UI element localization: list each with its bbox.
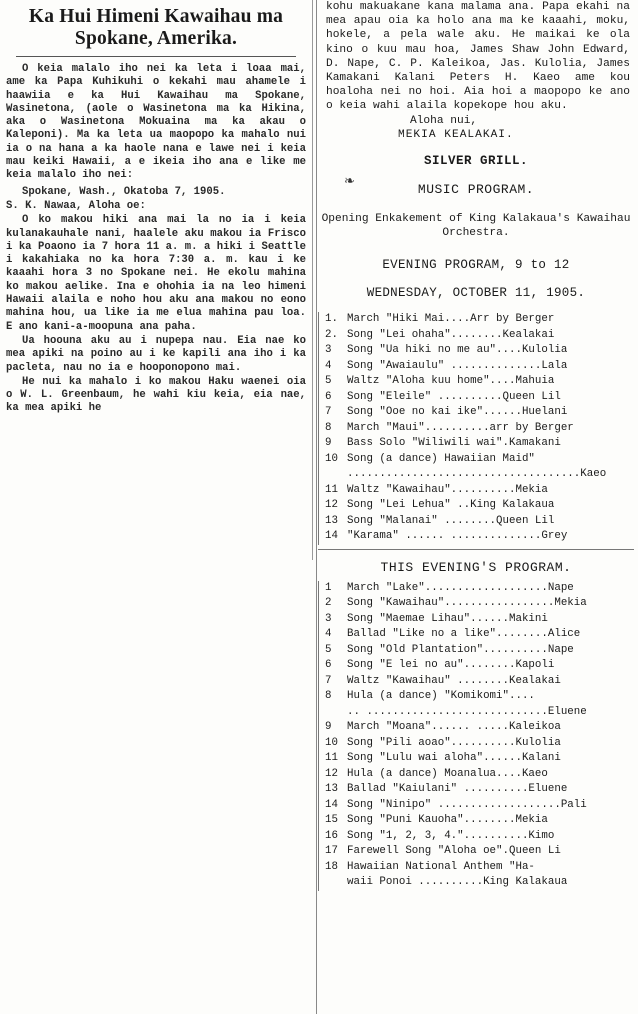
program-item-text: Song "Lei ohaha"........Kealakai xyxy=(347,328,555,341)
program-item-text: Song "E lei no au"........Kapoli xyxy=(347,659,555,672)
program-item xyxy=(321,312,634,328)
program-item-text: Song "Ooe no kai ike"......Huelani xyxy=(347,406,568,419)
program-item-number xyxy=(321,875,347,891)
letter-closing: Aloha nui, xyxy=(410,114,478,127)
intro-paragraph: O keia malalo iho nei ka leta i loaa mai, ame ka Papa Kuhikuhi o kekahi mau ahamele i haawiia e ka Hui Kawaihau ma Spokane, Wasinetona, (aole o Wasinetona ma ka Hikina, aka o Wasinetona Mokuaina ma ka akau o Kaleponi). Ma ka leta ua maopopo ka mahalo nui ia o na hana a ka haole nana e lawe nei i keia mau keiki Hawaii, a e ikeia iho ana e like me keia malalo iho nei: xyxy=(6,63,306,182)
program-item-text: March "Moana"...... .....Kaleikoa xyxy=(347,721,561,734)
letter-paragraph-3: He nui ka mahalo i ko makou Haku waenei oia o W. L. Greenbaum, he wahi kiu keia, eia nae, ka mea apiki he xyxy=(6,375,306,415)
program-item xyxy=(321,674,634,690)
program-item xyxy=(321,875,634,891)
program-item-number: 14 xyxy=(325,798,338,811)
program-item-number: 7 xyxy=(325,674,332,687)
program-item-number: 12 xyxy=(325,499,338,512)
program-item-number: 4 xyxy=(325,359,332,372)
program-item-number: 10 xyxy=(325,452,338,465)
program-item-text: Waltz "Kawaihau" ........Kealakai xyxy=(347,674,561,687)
article-headline: Ka Hui Himeni Kawaihau ma Spokane, Amerika. xyxy=(28,6,284,49)
program-item xyxy=(321,627,634,643)
program-item-number: 10 xyxy=(325,736,338,749)
program-item xyxy=(321,782,634,798)
program-item xyxy=(321,658,634,674)
program-item-text: Hawaiian National Anthem "Ha- xyxy=(347,860,535,873)
program-item xyxy=(321,813,634,829)
program-item xyxy=(321,798,634,814)
program-item-number: 6 xyxy=(325,390,332,403)
letter-paragraph-2: Ua hoouna aku au i nupepa nau. Eia nae ko mea apiki na poino au i ke kapili ana iho i ka pacleta, nau no ia e hooponopono mai. xyxy=(6,334,306,374)
program-item xyxy=(321,359,634,375)
venue-heading: SILVER GRILL. xyxy=(423,154,529,169)
program-item-number: 13 xyxy=(325,783,338,796)
program-item xyxy=(321,844,634,860)
right-column xyxy=(318,0,634,1014)
program-item xyxy=(321,328,634,344)
program-item-text: Bass Solo "Wiliwili wai".Kamakani xyxy=(347,437,561,450)
program-item-number: 8 xyxy=(325,690,332,703)
program-item-text: Song "Eleile" ..........Queen Lil xyxy=(347,390,561,403)
program-item-number: 9 xyxy=(325,721,332,734)
program-item-number: 6 xyxy=(325,659,332,672)
program-item-text: March "Hiki Mai....Arr by Berger xyxy=(347,313,555,326)
program-item-number: 11 xyxy=(325,483,338,496)
program-date: WEDNESDAY, OCTOBER 11, 1905. xyxy=(366,286,586,301)
program-item-text: Ballad "Kaiulani" ..........Eluene xyxy=(347,783,568,796)
program-item-text: March "Lake"...................Nape xyxy=(347,581,574,594)
program-item xyxy=(321,405,634,421)
program-item xyxy=(321,689,634,705)
program-separator xyxy=(318,549,634,550)
opening-announcement: Opening Enkakement of King Kalakaua's Kawaihau Orchestra. xyxy=(321,213,631,240)
program-item-number: 9 xyxy=(325,437,332,450)
program-item-number: 3 xyxy=(325,612,332,625)
this-evening-heading: THIS EVENING'S PROGRAM. xyxy=(380,559,572,575)
program-item xyxy=(321,436,634,452)
left-column xyxy=(0,0,313,560)
program-item xyxy=(321,467,634,483)
program-item xyxy=(321,343,634,359)
program-item-number: 3 xyxy=(325,344,332,357)
column-divider xyxy=(316,0,317,1014)
program-item-text: Ballad "Like no a like"........Alice xyxy=(347,628,581,641)
program-item xyxy=(321,452,634,468)
program-item-text: Hula (a dance) Moanalua....Kaeo xyxy=(347,767,548,780)
program-item-number: 14 xyxy=(325,530,338,543)
program-item-number: 7 xyxy=(325,406,332,419)
program-item-text: March "Maui"..........arr by Berger xyxy=(347,421,574,434)
program-item-text: Waltz "Kawaihau"..........Mekia xyxy=(347,483,548,496)
program-item-number: 11 xyxy=(325,752,338,765)
letter-salutation: S. K. Nawaa, Aloha oe: xyxy=(6,199,146,212)
program-item-number: 18 xyxy=(325,860,338,873)
program-item-number: 8 xyxy=(325,421,332,434)
program-item-number: 5 xyxy=(325,375,332,388)
program-item-text: Song "Lei Lehua" ..King Kalakaua xyxy=(347,499,555,512)
program-item-number: 1 xyxy=(325,581,332,594)
program-item xyxy=(321,514,634,530)
program-item-text: Song "Ninipo" ...................Pali xyxy=(347,798,587,811)
program-list-2 xyxy=(318,581,634,891)
program-item xyxy=(321,736,634,752)
program-item xyxy=(321,860,634,876)
letter-signature: MEKIA KEALAKAI. xyxy=(398,128,514,141)
program-item xyxy=(321,612,634,628)
program-item-text: Song "Puni Kauoha"........Mekia xyxy=(347,814,548,827)
program-item xyxy=(321,529,634,545)
program-item-text: Song "Malanai" ........Queen Lil xyxy=(347,514,555,527)
program-item xyxy=(321,390,634,406)
program-item-number: 12 xyxy=(325,767,338,780)
program-item-text: Song "Pili aoao"..........Kulolia xyxy=(347,736,561,749)
music-program-heading: MUSIC PROGRAM. xyxy=(417,182,535,198)
program-item-number: 16 xyxy=(325,829,338,842)
program-item-number xyxy=(321,705,347,721)
program-item xyxy=(321,374,634,390)
program-item xyxy=(321,498,634,514)
program-item xyxy=(321,751,634,767)
letter-paragraph-1: O ko makou hiki ana mai la no ia i keia kulanakauhale nani, haalele aku makou ia Frisco i ka Poaono ia 7 hora 11 a. m. a hiki i Seattle i kakahiaka no ka hora 7:30 a. m. kau i ke kaaahi hora 3 no Spokane nei. He ekolu mahina ko makou aelike. Ina e ohohia ia na leo himeni Hawaii alaila e noho hou aku ana makou no eono mahina hou, ua like ia me elua mahina pau loa. E ano kani-a-moopuna ana paha. xyxy=(6,214,306,333)
flourish-icon: ❧ xyxy=(344,174,355,190)
program-item-text: Song "Old Plantation"..........Nape xyxy=(347,643,574,656)
program-item-number: 2. xyxy=(325,328,338,341)
program-item xyxy=(321,767,634,783)
music-heading-row xyxy=(318,174,634,200)
evening-program-heading: EVENING PROGRAM, 9 to 12 xyxy=(382,258,570,273)
program-item-text: Song "Kawaihau".................Mekia xyxy=(347,597,587,610)
program-item-text: waii Ponoi ..........King Kalakaua xyxy=(347,876,568,889)
program-item-text: Waltz "Aloha kuu home"....Mahuia xyxy=(347,375,555,388)
program-item-number: 15 xyxy=(325,814,338,827)
program-item-number: 17 xyxy=(325,845,338,858)
program-item-text: Song "1, 2, 3, 4."..........Kimo xyxy=(347,829,555,842)
program-item-number: 5 xyxy=(325,643,332,656)
program-item xyxy=(321,705,634,721)
program-item xyxy=(321,581,634,597)
program-list-1 xyxy=(318,312,634,545)
program-item-text: Song "Awaiaulu" ..............Lala xyxy=(347,359,568,372)
program-item-text: Song "Ua hiki no me au"....Kulolia xyxy=(347,344,568,357)
program-item xyxy=(321,421,634,437)
program-item-text: .. ............................Eluene xyxy=(347,705,587,718)
program-item-number: 2 xyxy=(325,597,332,610)
program-item-number: 13 xyxy=(325,514,338,527)
program-item xyxy=(321,483,634,499)
program-item xyxy=(321,643,634,659)
program-item-number: 1. xyxy=(325,313,338,326)
program-item-text: Farewell Song "Aloha oe".Queen Li xyxy=(347,845,561,858)
letter-continuation: kohu makuakane kana malama ana. Papa ekahi na mea apau oia ka holo ana ma ke kaaahi, moku, hokele, a pela wale aku. He maikai ke ola kino o kuu mau hoa, James Shaw John Edward, D. Nape, C. P. Kaleikoa, Jas. Kulolia, James Kamakani Kalani Peters H. Kaeo ame kou hoaloha nei no hoi. Aia hoi a maopopo ke ano o keia wahi alaila kopekope hou aku. xyxy=(326,1,630,113)
program-item-text: Song (a dance) Hawaiian Maid" xyxy=(347,452,535,465)
program-item xyxy=(321,720,634,736)
program-item-number xyxy=(321,467,347,483)
program-item-text: Song "Maemae Lihau"......Makini xyxy=(347,612,548,625)
headline-rule xyxy=(16,56,296,57)
program-item xyxy=(321,596,634,612)
letter-dateline: Spokane, Wash., Okatoba 7, 1905. xyxy=(22,185,226,198)
program-item-text: Song "Lulu wai aloha"......Kalani xyxy=(347,752,561,765)
program-item-text: ....................................Kaeo xyxy=(347,468,607,481)
program-item xyxy=(321,829,634,845)
program-item-text: Hula (a dance) "Komikomi".... xyxy=(347,690,535,703)
program-item-number: 4 xyxy=(325,628,332,641)
program-item-text: "Karama" ...... ..............Grey xyxy=(347,530,568,543)
